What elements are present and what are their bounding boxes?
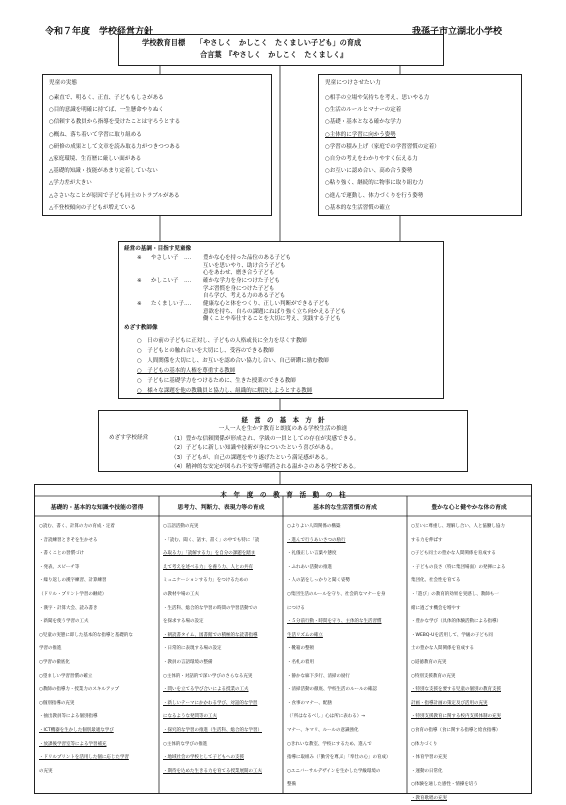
student-status-item: △基礎的知識・技能があまり定着していない: [49, 168, 158, 175]
student-status-item: ○素直で、明るく、正直、子どももしさがある: [49, 95, 164, 101]
management-basis-title: 経営の基調・目指す児童像: [124, 246, 192, 252]
activity-item: ・ICT機器を生かした個別最適な学び: [39, 727, 114, 733]
activity-item: ・WEBQ-Uを活用して、学級の子ども同: [411, 632, 493, 638]
type-label: たくましい子‥‥: [151, 301, 192, 307]
activity-item: になるような発問等の工夫: [163, 714, 217, 720]
activity-item: ○体力づくり: [411, 741, 438, 747]
activity-item: ・ドリルプリントを活用した個に応じた学習: [39, 755, 129, 761]
student-status-item: ○研修の成果として文章を読み取る力がつきつつある: [49, 143, 181, 150]
student-status-item: △学力差が大きい: [49, 180, 92, 187]
activity-item: ・特別な支援を要する児童の個別の教育支援: [411, 687, 501, 693]
activity-item: ○集団生活のルールを守り、社会的なマナーを身: [287, 591, 386, 597]
student-status-item: △家庭環境、生育歴に厳しい面がある: [49, 156, 142, 163]
activity-item: ・靴箱の整頓: [287, 646, 314, 652]
activity-item: ・新しいテーマにかかわる学び、対話的な学習: [163, 700, 258, 706]
type-label: かしこい子 ‥‥: [151, 278, 192, 284]
target-ability-item: ○生活のルールとマナーの定着: [325, 107, 402, 114]
activity-item: ○体験を通した感性・情操を培う: [411, 782, 478, 788]
type-description: 互いを思いやり、助け合う子ども: [203, 262, 286, 269]
ideal-teacher-item: ○ 様々な課題を他の教職員と協力し、組織的に解決しようとする教師: [137, 388, 313, 394]
basic-policy-title: 経 営 の 基 本 方 針: [241, 416, 325, 424]
activity-item: ・放課後学習室等による学習補充: [39, 741, 107, 747]
target-ability-item: ○粘り強く、継続的に物事に取り組む力: [325, 180, 424, 187]
type-description: 確かな学力を身につけた子ども: [203, 278, 280, 284]
activity-item: ○教師の指導力・授業力のスキルアップ: [39, 687, 120, 693]
activity-item: ・人の話をしっかりと聞く姿勢: [287, 578, 350, 584]
activity-item: ○ユニバーサルデザインを生かした学級環境の: [287, 768, 381, 774]
activity-item: ○読む、書く、計算の力の育成・定着: [39, 524, 115, 529]
activity-item: ・朝読書タイム、図書館での積極的な読書指導: [163, 632, 258, 638]
type-description: 意欲を持ち、自らの課題にねばり強く立ち向かえる子ども: [203, 308, 347, 315]
school-goal: 学校教育目標 「やさしく かしこく たくましい子ども」の育成: [142, 38, 362, 47]
activity-item: ・礼儀正しい言葉や態度: [287, 551, 337, 557]
activity-item: ○望ましい学習習慣の確立: [39, 673, 93, 679]
activity-column-heading: 豊かな心と健やかな体の育成: [431, 505, 507, 511]
activity-item: 集団化、社会性を育てる: [411, 578, 461, 584]
activity-item: ・問いを立てる学び合いによる授業の工夫: [163, 687, 249, 693]
school-name: 我孫子市立湖北小学校: [412, 27, 503, 37]
activity-item: 計画・指導計画の策定及び活用の充実: [411, 700, 488, 706]
activity-column: [35, 496, 159, 794]
activity-item: （「所はなるべし」心は所に表わる）→: [287, 714, 366, 720]
activity-item: マナー、キマリ、ルールの意識強化: [287, 727, 359, 733]
activity-item: の教材や場の工夫: [163, 591, 199, 597]
basic-policy-item: （4）精神的な安定が図られ不安等が解消される温かさのある学校である。: [171, 464, 360, 471]
activity-column-heading: 基礎的・基本的な知識や技能の習得: [50, 505, 144, 511]
activity-item: ・教員の言語環境の整備: [163, 659, 213, 665]
activity-item: 士の豊かな人間関係を育成する: [411, 646, 474, 652]
type-mark: ※: [137, 278, 142, 284]
activity-item: ・探究的な学習の推進（生活科、総合的な学習）: [163, 727, 262, 733]
target-ability-item: ○基本的な生活習慣の確立: [325, 204, 391, 211]
activity-item: ○児童の実態に即した基本的な指導と基礎的な: [39, 632, 133, 638]
activity-item: ○きれいな教室、学校にするため、進んで: [287, 741, 372, 747]
activity-column-items: [287, 520, 391, 792]
activity-item: ○個別指導の充実: [39, 700, 75, 706]
target-ability-item: ○学習の積み上げ（家庭での学習習慣の定着）: [325, 143, 440, 150]
target-ability-item: ○進んで運動し、体力づくりを行う姿勢: [325, 192, 424, 199]
activity-item: 整備: [287, 782, 296, 788]
student-status-item: △ささいなことが原因で子ども同士のトラブルがある: [49, 192, 180, 199]
activity-item: ・特別支援教育に関する校内支援体制の充実: [411, 714, 501, 720]
activity-item: えて考えを述べる力」を養う力、人との共有: [163, 564, 253, 570]
activity-item: 学習の推進: [39, 646, 62, 652]
activity-item: ・清掃活動の徹底、学校生活のルールの確認: [287, 687, 377, 693]
target-ability-item: ○お互いに認め合い、高め合う姿勢: [325, 168, 413, 175]
ideal-teacher-item: ○ 子どもとの触れ合いを大切にし、受容のできる教師: [137, 348, 274, 354]
student-status-item: ○概ね、落ち着いて学習に取り組める: [49, 131, 142, 138]
student-status-title: 児童の実態: [49, 80, 77, 86]
activity-item: する力を伸ばす: [411, 537, 443, 543]
activity-item: 生活リズムの確立: [287, 632, 323, 638]
activity-column: [159, 496, 283, 794]
activity-item: ・食事のマナー、配膳: [287, 700, 332, 706]
type-mark: ※: [137, 301, 142, 307]
document-title: 令和７年度 学校経営方針: [45, 27, 154, 37]
activity-item: ○主体的・対話的で深い学びのさらなる充実: [163, 673, 253, 679]
activity-item: ・「読む、聞く、話す、書く」の中でも特に「読: [163, 537, 260, 543]
type-mark: ※: [137, 255, 142, 261]
activity-item: ・発表、スピーチ等: [39, 564, 80, 570]
activity-item: （ドリル・プリント学習の継続）: [39, 591, 107, 597]
ideal-teacher-item: ○ 日の前の子どもに正対し、子どもの人格或長に全力を尽くす教師: [137, 338, 307, 344]
type-label: やさしい子 ‥‥: [151, 255, 192, 261]
activity-column: [407, 496, 531, 801]
basic-policy-item: （3）子どもが、自己の課題をやり遂げたという満足感がある。: [171, 454, 332, 461]
basic-policy-item: （1）豊かな信頼関係が形成され、学級の一員としての存在が実感できる。: [171, 436, 360, 442]
activity-item: ○食育の指導（食に関する指導と給食指導）: [411, 727, 501, 733]
student-status-item: ○信頼する教員から指導を受けたことは守ろうとする: [49, 119, 181, 126]
school-management-label: めざす学校経営: [109, 435, 149, 441]
activity-item: ・日常的に表現する場の設定: [163, 646, 222, 652]
activity-item: ・教育歌唱の充実: [411, 795, 447, 801]
activity-item: ○子ども同士の豊かな人間関係を育成する: [411, 551, 496, 557]
activity-column-heading: 思考力、判断力、表現力等の育成: [177, 505, 265, 511]
activity-item: ○互いに尊重し、理解し合い、人と協働し協力: [411, 524, 505, 529]
type-description: 働くことや奉仕することを大切に考え、実践する子ども: [203, 316, 341, 323]
activity-item: ・新聞を使う学習の工夫: [39, 619, 89, 625]
activity-item: ・静かな廊下歩行、清掃の励行: [287, 673, 350, 679]
activity-item: ミュニケーションする力」をつけるための: [163, 578, 249, 584]
activity-column-items: [163, 520, 262, 778]
activity-item: 緒に過ごす機会を増やす: [411, 605, 461, 611]
activity-item: ・進んで行うあいさつの励行: [287, 537, 346, 543]
activity-item: ・運動の日常化: [411, 768, 443, 774]
activity-pillars-title: 本 年 度 の 教 育 活 動 の 柱: [220, 491, 346, 499]
activity-item: ・繰り返しの漢字練習、計算練習: [39, 578, 107, 584]
activity-column: [283, 496, 407, 794]
type-description: 豊かな心を持った品位のある子ども: [203, 255, 292, 261]
activity-item: ・地域社会の学校として子どもへの支援: [163, 755, 244, 761]
type-description: 心をあわせ、磨き合う子ども: [203, 270, 275, 277]
ideal-teacher-title: めざす教師像: [124, 325, 158, 331]
activity-column-items: [39, 520, 133, 778]
activity-item: ・「遊び」の教育的効果を実感し、教師も一: [411, 591, 499, 597]
activity-item: ・書くことの習慣づけ: [39, 551, 84, 557]
activity-item: ・豊かな学び（具体的体験活動による指導）: [411, 619, 501, 625]
ideal-teacher-item: ○ 人間関係を大切にし、お互いを認め合い協力し合い、自己研鑽に励む教師: [137, 358, 329, 364]
basic-policy-lead: 一人一人を生かす教育と朗度のある学校生活の推進: [218, 426, 348, 432]
activity-item: につける: [287, 605, 305, 611]
type-description: 学ぶ習慣を身につけた子ども: [203, 285, 275, 292]
activity-item: ・ふれあい活動の推進: [287, 564, 332, 570]
activity-item: ○言語活動の充実: [163, 524, 199, 529]
activity-item: ・生活科、総合的な学習の時間の学習活動での: [163, 605, 258, 611]
activity-item: ・漢字・計算大会、読み書き: [39, 605, 98, 611]
target-ability-item: ○主体的に学習に向かう姿勢: [325, 131, 396, 138]
target-ability-item: ○相手の立場や気持ちを考え、思いやる力: [325, 95, 430, 101]
activity-item: ・５分前行動・時間を守り、主体的な生活習慣: [287, 619, 382, 625]
motto: 合言葉 『やさしく かしこく たくましく』: [200, 50, 348, 59]
type-description: 自ら学び、考える力のある子ども: [203, 293, 286, 300]
activity-item: み取る力」「読解する力」を自分の課題を踏ま: [163, 551, 256, 557]
activity-item: 指導に取組み（「勤労を尊ぶ」「奉仕の心」の育成）: [287, 755, 391, 761]
ideal-teacher-item: ○ 子どもに基礎学力をつけるために、生きた授業のできる教師: [137, 378, 296, 384]
activity-item: の充実: [39, 768, 53, 774]
activity-item: ・体育学習の充実: [411, 755, 447, 761]
activity-item: ・期待を込めた生きる力を育てる授業展開の工夫: [163, 768, 262, 774]
activity-item: ○特別支援教育の充実: [411, 673, 456, 679]
type-description: 健康な心と体をつくり、正しい判断ができる子ども: [203, 301, 330, 307]
activity-column-heading: 基本的な生活習慣の育成: [313, 505, 377, 511]
activity-item: を探求する場の設定: [163, 619, 204, 625]
ideal-teacher-item: ○ 子どもの基本的人権を尊重する教師: [137, 368, 236, 374]
activity-item: ・子どもの良さ（特に集団場面）の発揮による: [411, 564, 506, 570]
activity-item: ○学習の徹底化: [39, 659, 70, 665]
target-abilities-title: 児童につけさせたい力: [325, 80, 381, 86]
activity-column-items: [411, 520, 506, 805]
activity-item: ・抽出教員等による個別指導: [39, 714, 98, 720]
activity-item: ○主体的な学びの推進: [163, 741, 208, 747]
activity-item: ・名札の着用: [287, 659, 314, 665]
student-status-item: △不登校傾向の子どもが増えている: [49, 204, 136, 211]
activity-item: ・音読練習ときそを生かせる: [39, 537, 98, 543]
target-ability-item: ○基礎・基本となる確かな学力: [325, 119, 402, 126]
basic-policy-item: （2）子どもに新しい知識や技術が身についたという喜びがある。: [171, 445, 337, 452]
target-ability-item: ○自分の考えをわかりやすく伝える力: [325, 156, 418, 163]
activity-item: ○よりよい人間関係の構築: [287, 524, 341, 529]
activity-item: ○道徳教育の充実: [411, 659, 447, 665]
student-status-item: ○目的意識を明確に持てば、一生懸命やりぬく: [49, 107, 164, 114]
